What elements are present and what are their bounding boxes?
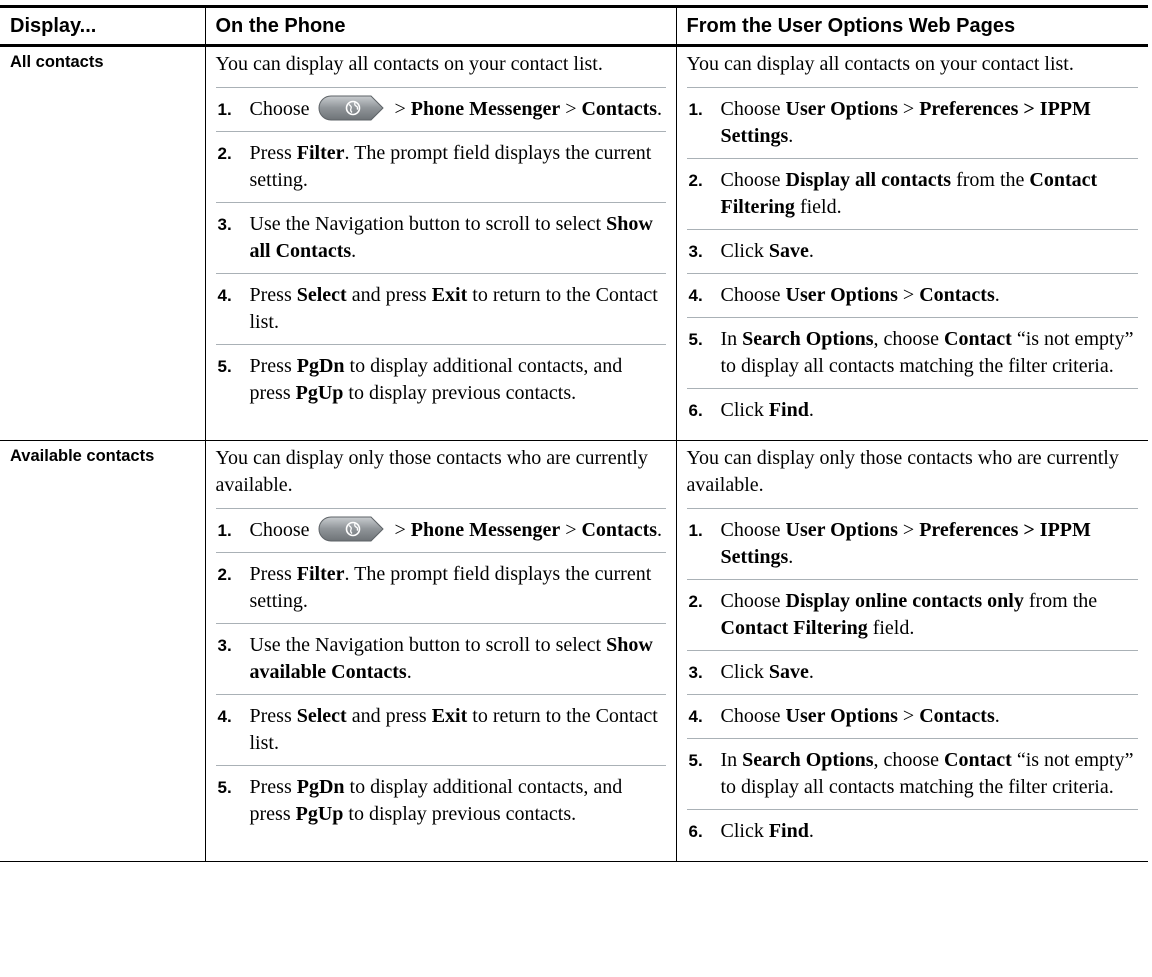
step-text-run: Choose [249, 519, 310, 541]
step-text-run: Click [720, 399, 769, 421]
ui-term: PgUp [295, 382, 344, 404]
step-text-run: In [720, 749, 743, 771]
on-the-phone-cell [205, 46, 676, 441]
step-item [216, 552, 666, 623]
steps-list [216, 508, 666, 836]
step-text-run: In [720, 328, 743, 350]
ui-term: Display online contacts only [785, 590, 1024, 612]
ui-term: PgUp [295, 803, 344, 825]
ui-term: Contact [944, 749, 1012, 771]
step-item [687, 508, 1139, 579]
step-text-run: . [808, 661, 814, 683]
services-button-icon [318, 516, 384, 542]
step-text-run: to display previous contacts. [343, 803, 577, 825]
step-item [216, 344, 666, 415]
step-text-run: to display previous contacts. [343, 382, 577, 404]
step-item [687, 388, 1139, 432]
step-text [721, 818, 1139, 845]
step-text-run: Choose [720, 284, 786, 306]
ui-term: User Options [785, 705, 898, 727]
step-text-run: > [897, 98, 920, 120]
step-text [721, 703, 1139, 730]
step-text [721, 517, 1139, 571]
step-number: 1. [217, 521, 232, 540]
step-text [721, 326, 1139, 380]
step-text [721, 167, 1139, 221]
step-text-run: Press [249, 355, 297, 377]
step-item [216, 131, 666, 202]
step-number: 1. [217, 100, 232, 119]
ui-term: Phone Messenger [410, 98, 561, 120]
step-text-run: . [808, 399, 814, 421]
step-text-run: Click [720, 240, 769, 262]
contacts-display-table [0, 5, 1148, 862]
intro-text: You can display only those contacts who are currently available. [215, 447, 648, 496]
row-label: All contacts [10, 53, 104, 71]
step-text [721, 282, 1139, 309]
step-number: 5. [688, 330, 703, 349]
ui-term: PgDn [296, 776, 345, 798]
step-number: 4. [217, 286, 232, 305]
step-number: 3. [688, 663, 703, 682]
step-item [216, 765, 666, 836]
step-number: 3. [217, 215, 232, 234]
step-number: 3. [688, 242, 703, 261]
ui-term: PgDn [296, 355, 345, 377]
header-display: Display... [0, 7, 205, 46]
step-text [721, 588, 1139, 642]
ui-term: Select [296, 705, 347, 727]
step-item [216, 694, 666, 765]
web-pages-cell [676, 46, 1148, 441]
steps-list [687, 87, 1139, 432]
step-number: 4. [217, 707, 232, 726]
step-text-run: and press [346, 284, 432, 306]
step-text-run: and press [346, 705, 432, 727]
step-item [687, 579, 1139, 650]
ui-term: Display all contacts [785, 169, 952, 191]
ui-term: Find [768, 399, 809, 421]
step-text-run: . [788, 125, 794, 147]
ui-term: User Options [785, 98, 898, 120]
step-text-run: Choose [720, 590, 786, 612]
step-text-run: . [657, 98, 663, 120]
header-on-the-phone: On the Phone [205, 7, 676, 46]
step-text-run: . [351, 240, 357, 262]
step-text [250, 703, 666, 757]
on-the-phone-cell [205, 441, 676, 862]
step-number: 2. [217, 565, 232, 584]
step-item [216, 273, 666, 344]
step-item [687, 650, 1139, 694]
table-row-all-contacts [0, 46, 1148, 441]
step-text-run: Press [249, 284, 297, 306]
ui-term: Contact Filtering [720, 169, 1098, 218]
ui-term: Contact [944, 328, 1012, 350]
step-number: 4. [688, 707, 703, 726]
ui-term: Preferences > IPPM Settings [720, 98, 1091, 147]
step-item [687, 738, 1139, 809]
ui-term: Select [296, 284, 347, 306]
ui-term: Save [768, 240, 809, 262]
step-number: 2. [688, 592, 703, 611]
step-text-run: > [560, 98, 582, 120]
step-number: 1. [688, 521, 703, 540]
header-user-options-web-pages: From the User Options Web Pages [676, 7, 1148, 46]
step-text-run: “is not empty” to display all contacts matching the filter criteria. [720, 749, 1134, 798]
step-item [687, 229, 1139, 273]
step-text-run: from the [951, 169, 1030, 191]
ui-term: Search Options [742, 749, 874, 771]
ui-term: Exit [431, 705, 468, 727]
step-text-run: . [994, 284, 1000, 306]
step-text-run: Press [249, 776, 297, 798]
step-text-run: , choose [873, 749, 945, 771]
step-text-run: from the [1023, 590, 1098, 612]
step-text-run: . [808, 240, 814, 262]
step-text-run: > [897, 284, 920, 306]
intro-text: You can display all contacts on your contact list. [215, 53, 603, 75]
step-item [216, 508, 666, 552]
step-text-run: > [560, 519, 582, 541]
step-text [250, 140, 666, 194]
row-label: Available contacts [10, 447, 155, 465]
step-item [687, 158, 1139, 229]
step-text [721, 659, 1139, 686]
step-text-run: . [808, 820, 814, 842]
ui-term: Contacts [919, 284, 995, 306]
services-button-icon [318, 95, 384, 121]
ui-term: Filter [296, 142, 345, 164]
step-number: 5. [688, 751, 703, 770]
ui-term: Show all Contacts [249, 213, 653, 262]
ui-term: Phone Messenger [410, 519, 561, 541]
ui-term: Save [768, 661, 809, 683]
step-item [216, 202, 666, 273]
ui-term: Contacts [581, 519, 658, 541]
step-item [687, 273, 1139, 317]
step-text-run: Click [720, 661, 769, 683]
step-text-run: . [406, 661, 412, 683]
step-text-run: Choose [720, 98, 786, 120]
step-text [721, 238, 1139, 265]
step-text-run: Choose [249, 98, 310, 120]
step-text-run: Press [249, 705, 297, 727]
ui-term: User Options [785, 519, 898, 541]
step-text-run: , choose [873, 328, 945, 350]
step-text-run: Press [249, 563, 297, 585]
step-text [250, 632, 666, 686]
step-item [216, 623, 666, 694]
step-text-run: . The prompt field displays the current setting. [249, 142, 652, 191]
step-number: 6. [688, 401, 703, 420]
steps-list [216, 87, 666, 415]
step-number: 4. [688, 286, 703, 305]
step-number: 5. [217, 778, 232, 797]
step-text [250, 282, 666, 336]
ui-term: Search Options [742, 328, 874, 350]
step-text-run: Use the Navigation button to scroll to select [249, 634, 607, 656]
row-label-cell [0, 441, 205, 862]
ui-term: Show available Contacts [249, 634, 653, 683]
ui-term: Contacts [581, 98, 658, 120]
step-text [250, 561, 666, 615]
step-item [216, 87, 666, 131]
ui-term: Find [768, 820, 809, 842]
ui-term: Exit [431, 284, 468, 306]
step-item [687, 87, 1139, 158]
step-text-run: Choose [720, 519, 786, 541]
step-text [250, 774, 666, 828]
step-item [687, 694, 1139, 738]
step-item [687, 317, 1139, 388]
step-text-run: . The prompt field displays the current setting. [249, 563, 652, 612]
step-text [250, 211, 666, 265]
ui-term: Contacts [919, 705, 995, 727]
step-text-run: to display additional contacts, and press [249, 776, 623, 825]
step-text-run: Choose [720, 705, 786, 727]
intro-text: You can display all contacts on your contact list. [686, 53, 1074, 75]
step-number: 2. [688, 171, 703, 190]
step-text-run: field. [867, 617, 915, 639]
step-text-run: field. [794, 196, 842, 218]
step-number: 2. [217, 144, 232, 163]
step-number: 5. [217, 357, 232, 376]
step-text-run: . [994, 705, 1000, 727]
step-text-run: > [389, 98, 411, 120]
ui-term: Contact Filtering [720, 617, 868, 639]
ui-term: Filter [296, 563, 345, 585]
step-number: 1. [688, 100, 703, 119]
step-text-run: > [897, 519, 920, 541]
step-text [721, 397, 1139, 424]
table-header-row [0, 7, 1148, 46]
step-item [687, 809, 1139, 853]
step-number: 6. [688, 822, 703, 841]
step-text [721, 747, 1139, 801]
step-text [250, 517, 666, 544]
step-text-run: . [788, 546, 794, 568]
step-text-run: Click [720, 820, 769, 842]
step-text [250, 353, 666, 407]
step-text [721, 96, 1139, 150]
step-text-run: Press [249, 142, 297, 164]
step-text-run: > [897, 705, 920, 727]
step-number: 3. [217, 636, 232, 655]
step-text-run: Choose [720, 169, 786, 191]
row-label-cell [0, 46, 205, 441]
step-text-run: to return to the Contact list. [249, 284, 658, 333]
step-text-run: Use the Navigation button to scroll to select [249, 213, 607, 235]
web-pages-cell [676, 441, 1148, 862]
ui-term: User Options [785, 284, 898, 306]
ui-term: Preferences > IPPM Settings [720, 519, 1091, 568]
step-text-run: to display additional contacts, and press [249, 355, 623, 404]
intro-text: You can display only those contacts who are currently available. [686, 447, 1119, 496]
table-row-available-contacts [0, 441, 1148, 862]
step-text-run: “is not empty” to display all contacts matching the filter criteria. [720, 328, 1134, 377]
steps-list [687, 508, 1139, 853]
step-text-run: . [657, 519, 663, 541]
step-text [250, 96, 666, 123]
step-text-run: to return to the Contact list. [249, 705, 658, 754]
step-text-run: > [389, 519, 411, 541]
